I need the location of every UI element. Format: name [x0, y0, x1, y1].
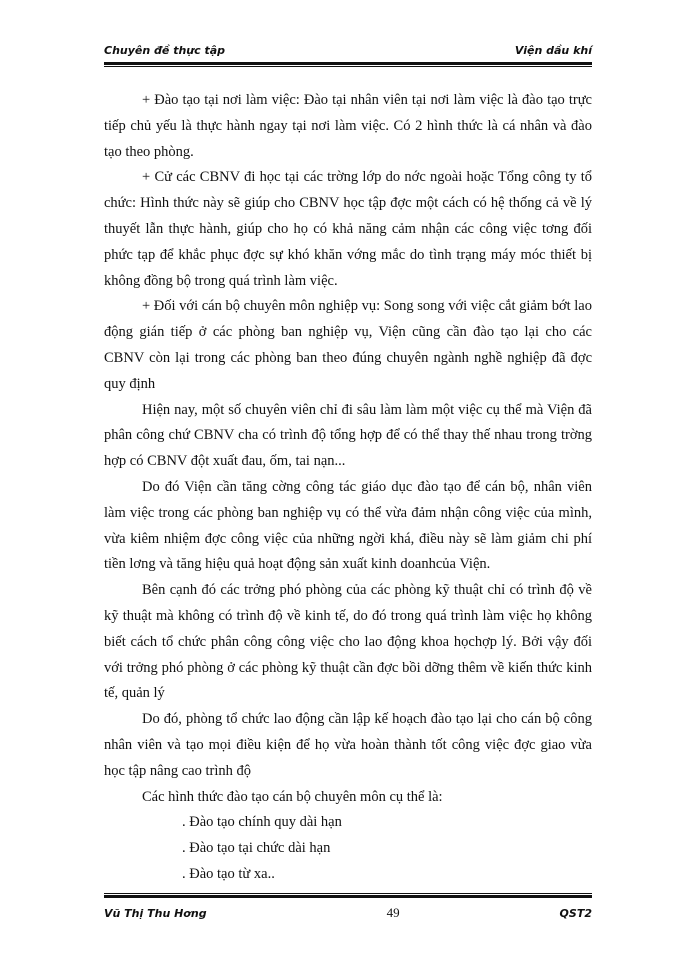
paragraph: Bên cạnh đó các trởng phó phòng của các phòng kỹ thuật chỉ có trình độ về kỹ thuật mà không có trình độ về kinh tế, do đó trong quá trình làm việc họ không biết cách tổ chức phân công công việc cho lao động khoa họchợp lý. Bởi vậy đối với trởng phó phòng ở các phòng kỹ thuật cần đợc bồi dỡng thêm về kiến thức kinh tế, quản lý — [104, 582, 592, 702]
list-item: . Đào tạo chính quy dài hạn — [182, 814, 342, 831]
header-right-title: Viện dầu khí — [514, 44, 592, 57]
document-body — [104, 88, 592, 888]
paragraph: Do đó, phòng tổ chức lao động cần lập kế hoạch đào tạo lại cho cán bộ công nhân viên và tạo mọi điều kiện để họ vừa hoàn thành tốt công việc đợc giao vừa học tập nâng cao trình độ — [104, 711, 592, 779]
page-number: 49 — [386, 905, 400, 920]
paragraph: + Cử các CBNV đi học tại các trờng lớp do nớc ngoài hoặc Tổng công ty tổ chức: Hình thức này sẽ giúp cho CBNV học tập đợc một cách có hệ thống cả về lý thuyết lẫn thực hành, giúp cho họ có khả năng cảm nhận các công việc tơng đối phức tạp để khắc phục đợc sự khó khăn vớng mắc do tình trạng máy móc thiết bị không đồng bộ trong quá trình làm việc. — [104, 169, 592, 289]
paragraph: + Đối với cán bộ chuyên môn nghiệp vụ: Song song với việc cắt giảm bớt lao động gián tiếp ở các phòng ban nghiệp vụ, Viện cũng cần đào tạo lại cho các CBNV còn lại trong các phòng ban theo đúng chuyên ngành nghề nghiệp đã đợc quy định — [104, 298, 592, 392]
paragraph: Các hình thức đào tạo cán bộ chuyên môn cụ thể là: — [142, 788, 443, 805]
header-divider — [104, 62, 592, 67]
page-header — [104, 44, 592, 57]
header-left-title: Chuyên đề thực tập — [104, 44, 226, 57]
page-footer — [104, 905, 592, 921]
paragraph: Hiện nay, một số chuyên viên chỉ đi sâu làm làm một việc cụ thể mà Viện đã phân công chứ CBNV cha có trình độ tổng hợp để có thể thay thế nhau trong trờng hợp có CBNV đột xuất đau, ốm, tai nạn... — [104, 401, 592, 470]
paragraph: Do đó Viện cần tăng cờng công tác giáo dục đào tạo để cán bộ, nhân viên làm việc trong các phòng ban nghiệp vụ có thể vừa đảm nhận công việc của mình, vừa kiêm nhiệm đợc công việc của những ngời khá, điều này sẽ làm giảm chi phí tiền lơng và tăng hiệu quả hoạt động sản xuất kinh doanhcủa Viện. — [104, 478, 592, 573]
paragraph: + Đào tạo tại nơi làm việc: Đào tại nhân viên tại nơi làm việc là đào tạo trực tiếp chủ yếu là thực hành ngay tại nơi làm việc. Có 2 hình thức là cá nhân và đào tạo theo phòng. — [104, 92, 592, 160]
list-item: . Đào tạo từ xa.. — [182, 865, 275, 882]
list-item: . Đào tạo tại chức dài hạn — [182, 840, 331, 857]
footer-divider — [104, 893, 592, 898]
footer-code: QST2 — [559, 906, 592, 920]
footer-author: Vũ Thị Thu Hơng — [104, 906, 207, 920]
